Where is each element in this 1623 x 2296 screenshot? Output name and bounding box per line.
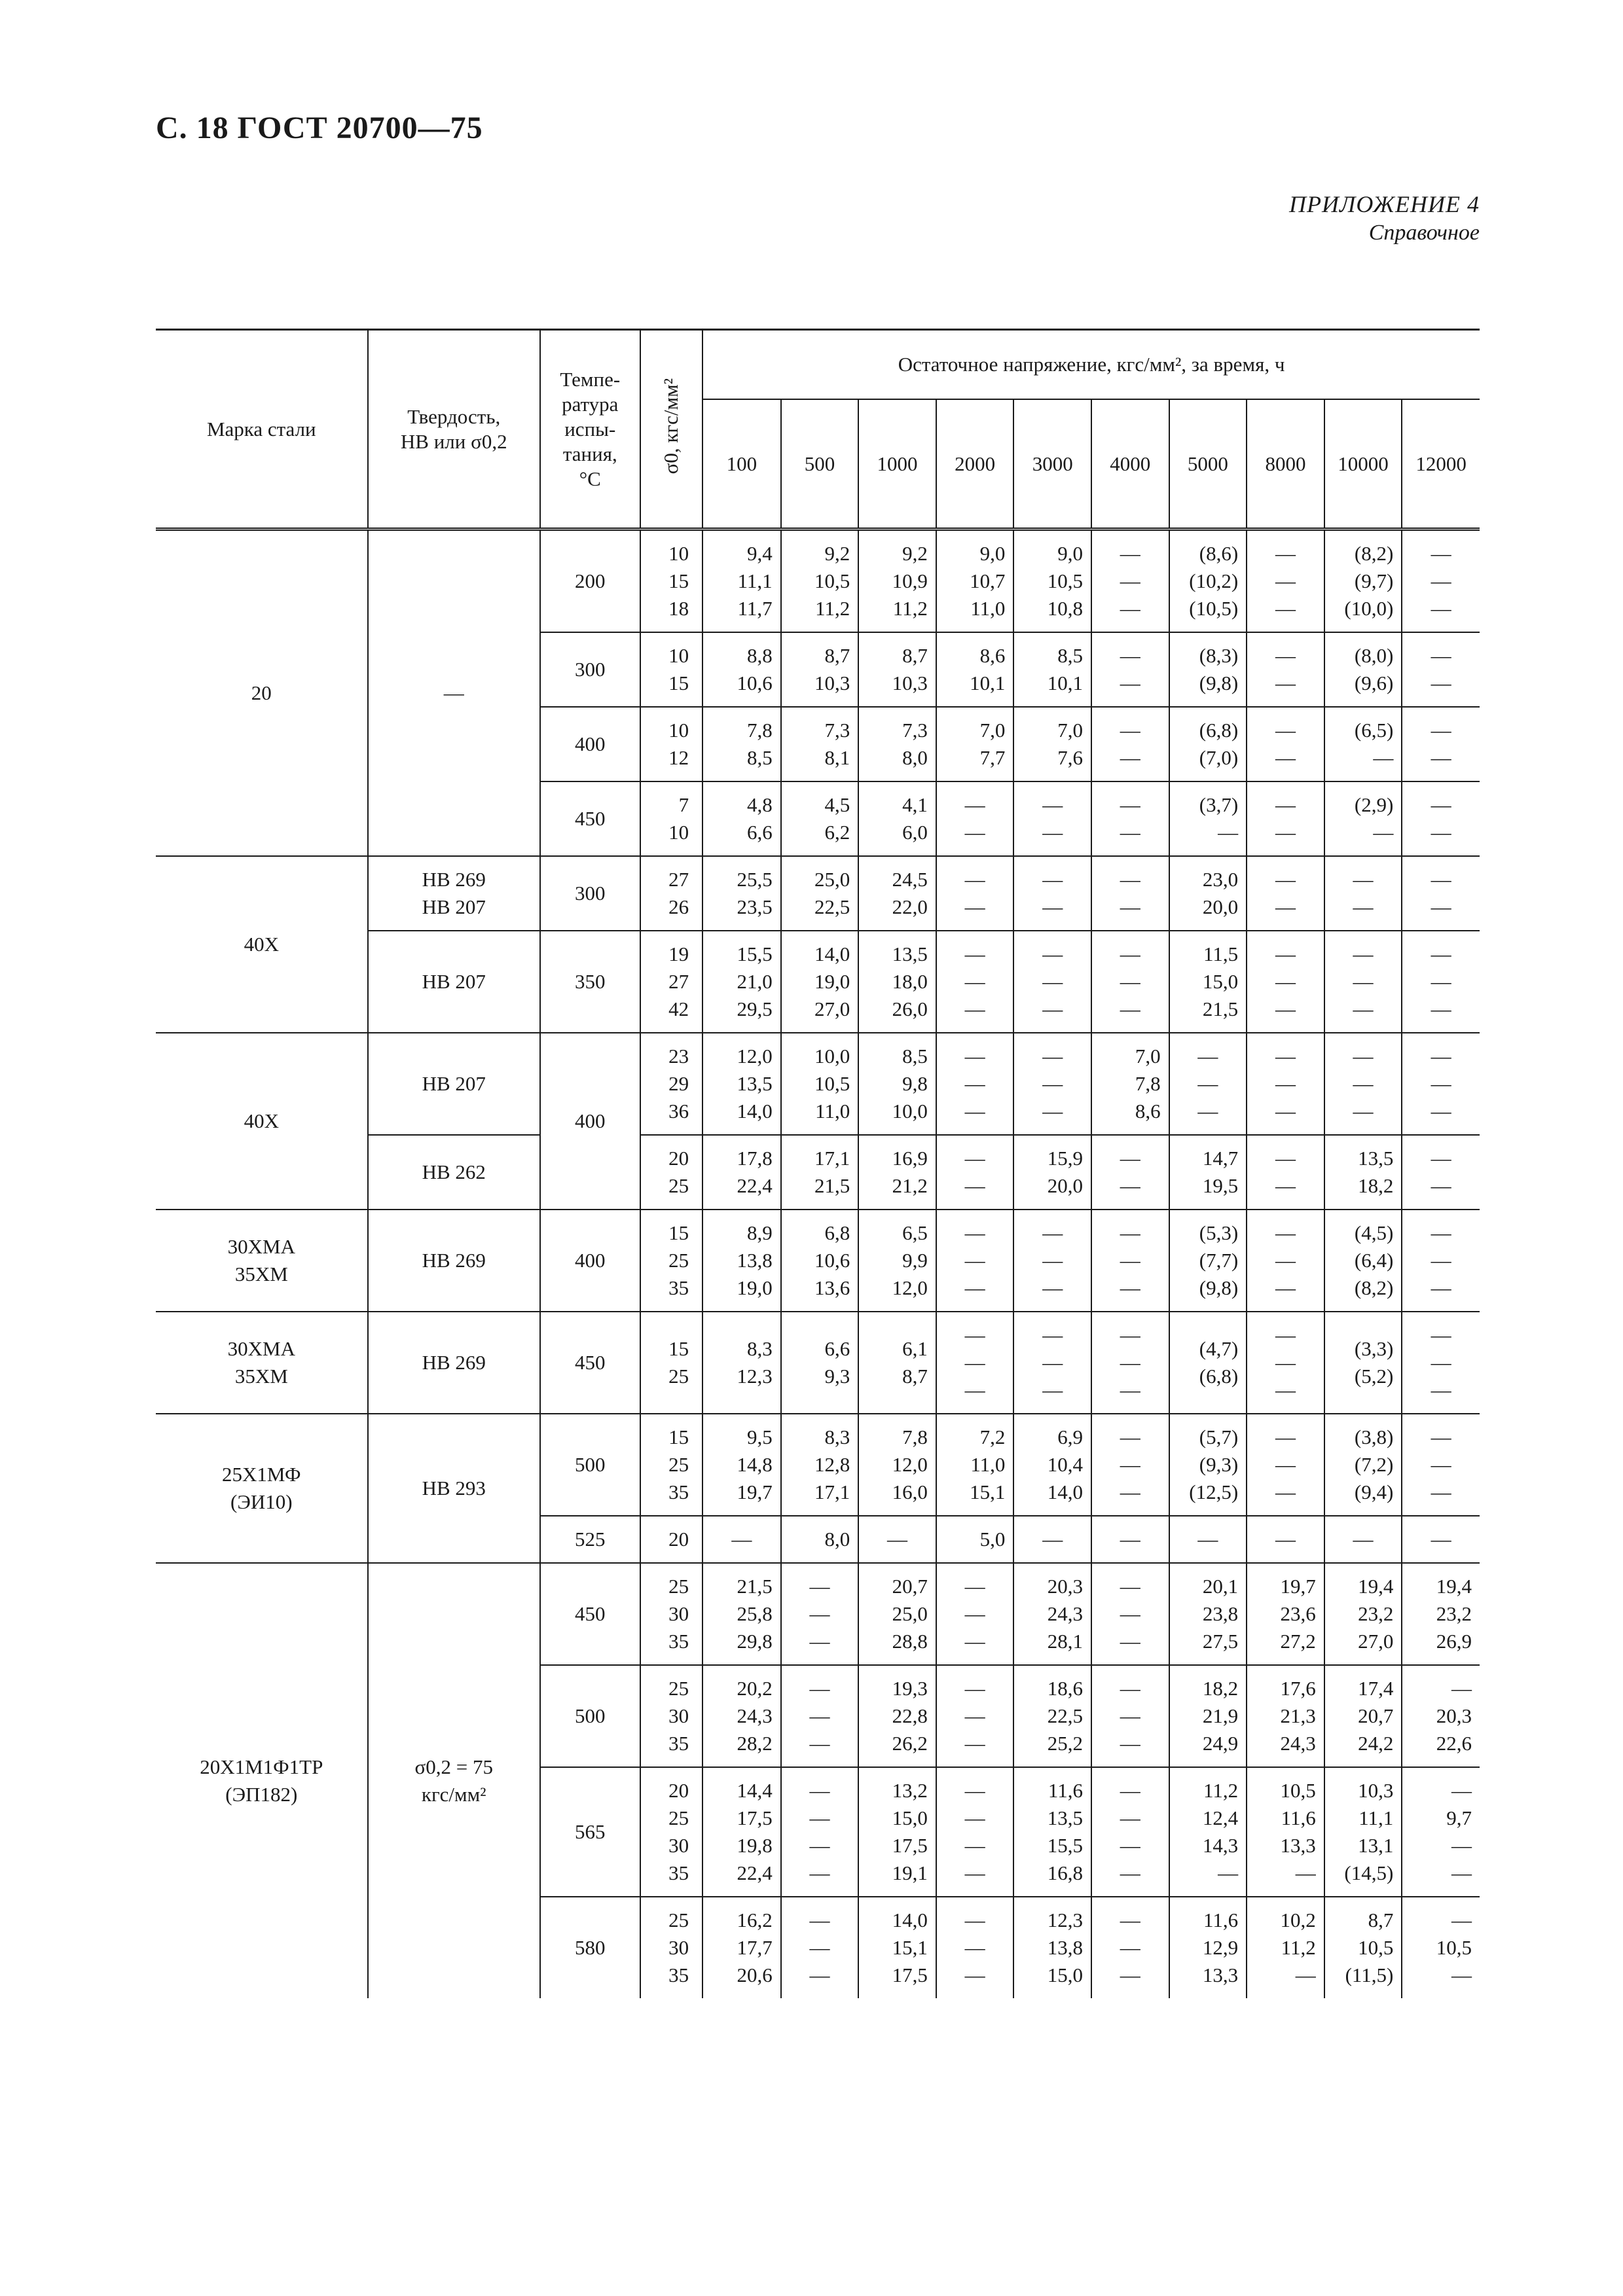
- stress-value-cell: — — —: [1091, 1210, 1169, 1312]
- stress-value-cell: —: [858, 1516, 936, 1563]
- header-time-10000: 10000: [1324, 399, 1402, 529]
- stress-value-cell: 8,3 12,8 17,1: [781, 1414, 859, 1516]
- stress-value-cell: — — —: [1402, 529, 1480, 633]
- stress-value-cell: — —: [1091, 707, 1169, 781]
- stress-value-cell: — —: [1091, 1135, 1169, 1210]
- stress-value-cell: 7,8 12,0 16,0: [858, 1414, 936, 1516]
- stress-value-cell: — —: [1091, 856, 1169, 931]
- stress-value-cell: 20,7 25,0 28,8: [858, 1563, 936, 1665]
- stress-value-cell: — — —: [1402, 1033, 1480, 1135]
- stress-value-cell: 8,5 10,1: [1013, 632, 1091, 707]
- stress-value-cell: 23,0 20,0: [1169, 856, 1247, 931]
- temperature-cell: 350: [540, 931, 640, 1033]
- stress-value-cell: 11,2 12,4 14,3 —: [1169, 1767, 1247, 1897]
- temperature-cell: 580: [540, 1897, 640, 1998]
- stress-value-cell: — —: [1247, 707, 1324, 781]
- stress-value-cell: 9,2 10,5 11,2: [781, 529, 859, 633]
- stress-value-cell: — — —: [1013, 931, 1091, 1033]
- stress-value-cell: — — — —: [936, 1767, 1014, 1897]
- steel-grade-cell: 40Х: [156, 856, 368, 1033]
- stress-value-cell: — —: [936, 1135, 1014, 1210]
- stress-value-cell: 16,2 17,7 20,6: [702, 1897, 781, 1998]
- stress-value-cell: — — —: [1247, 1210, 1324, 1312]
- stress-value-cell: — — — —: [1091, 1767, 1169, 1897]
- stress-value-cell: 8,0: [781, 1516, 859, 1563]
- stress-value-cell: (8,3) (9,8): [1169, 632, 1247, 707]
- header-time-1000: 1000: [858, 399, 936, 529]
- sigma0-cell: 15 25 35: [640, 1210, 702, 1312]
- stress-value-cell: 25,0 22,5: [781, 856, 859, 931]
- stress-value-cell: 6,5 9,9 12,0: [858, 1210, 936, 1312]
- stress-value-cell: (3,7) —: [1169, 781, 1247, 856]
- stress-value-cell: — —: [1247, 781, 1324, 856]
- stress-value-cell: — — —: [1091, 529, 1169, 633]
- stress-value-cell: (6,5) —: [1324, 707, 1402, 781]
- stress-value-cell: 14,7 19,5: [1169, 1135, 1247, 1210]
- stress-value-cell: — — —: [1247, 1414, 1324, 1516]
- hardness-cell: НВ 207: [368, 1033, 540, 1135]
- stress-value-cell: — — —: [781, 1665, 859, 1767]
- steel-grade-cell: 25Х1МФ (ЭИ10): [156, 1414, 368, 1563]
- stress-value-cell: 25,5 23,5: [702, 856, 781, 931]
- stress-value-cell: —: [1013, 1516, 1091, 1563]
- stress-value-cell: — — —: [1091, 1897, 1169, 1998]
- sigma0-cell: 20 25: [640, 1135, 702, 1210]
- steel-grade-cell: 30ХМА 35ХМ: [156, 1210, 368, 1312]
- stress-value-cell: — —: [1402, 1135, 1480, 1210]
- header-time-4000: 4000: [1091, 399, 1169, 529]
- stress-value-cell: 7,0 7,8 8,6: [1091, 1033, 1169, 1135]
- stress-value-cell: — — —: [936, 1563, 1014, 1665]
- page-header: С. 18 ГОСТ 20700—75: [156, 111, 483, 145]
- header-time-2000: 2000: [936, 399, 1014, 529]
- stress-value-cell: — — —: [1091, 931, 1169, 1033]
- stress-value-cell: — — —: [1091, 1665, 1169, 1767]
- stress-value-cell: 16,9 21,2: [858, 1135, 936, 1210]
- stress-value-cell: — — —: [1091, 1414, 1169, 1516]
- stress-value-cell: 20,2 24,3 28,2: [702, 1665, 781, 1767]
- stress-value-cell: — — —: [1013, 1033, 1091, 1135]
- stress-value-cell: — —: [936, 856, 1014, 931]
- stress-value-cell: 8,7 10,3: [781, 632, 859, 707]
- sigma0-cell: 23 29 36: [640, 1033, 702, 1135]
- stress-value-cell: — — —: [1402, 1210, 1480, 1312]
- stress-value-cell: 9,4 11,1 11,7: [702, 529, 781, 633]
- header-residual-stress: Остаточное напряжение, кгс/мм², за время, ч: [702, 330, 1480, 400]
- sigma0-cell: 15 25: [640, 1312, 702, 1414]
- stress-value-cell: — —: [1402, 856, 1480, 931]
- stress-value-cell: 8,8 10,6: [702, 632, 781, 707]
- stress-value-cell: 14,4 17,5 19,8 22,4: [702, 1767, 781, 1897]
- stress-value-cell: — — —: [1013, 1210, 1091, 1312]
- stress-value-cell: (3,8) (7,2) (9,4): [1324, 1414, 1402, 1516]
- stress-value-cell: 19,7 23,6 27,2: [1247, 1563, 1324, 1665]
- stress-value-cell: (8,2) (9,7) (10,0): [1324, 529, 1402, 633]
- stress-value-cell: 7,0 7,7: [936, 707, 1014, 781]
- stress-value-cell: 18,2 21,9 24,9: [1169, 1665, 1247, 1767]
- temperature-cell: 400: [540, 1210, 640, 1312]
- stress-value-cell: — — —: [1324, 931, 1402, 1033]
- stress-value-cell: 11,6 13,5 15,5 16,8: [1013, 1767, 1091, 1897]
- stress-value-cell: (5,3) (7,7) (9,8): [1169, 1210, 1247, 1312]
- stress-value-cell: 9,2 10,9 11,2: [858, 529, 936, 633]
- sigma0-cell: 20 25 30 35: [640, 1767, 702, 1897]
- stress-value-cell: 19,4 23,2 27,0: [1324, 1563, 1402, 1665]
- stress-value-cell: 19,4 23,2 26,9: [1402, 1563, 1480, 1665]
- temperature-cell: 400: [540, 1033, 640, 1210]
- steel-grade-cell: 40Х: [156, 1033, 368, 1210]
- stress-value-cell: — —: [1402, 707, 1480, 781]
- stress-value-cell: 9,0 10,7 11,0: [936, 529, 1014, 633]
- stress-value-cell: 10,0 10,5 11,0: [781, 1033, 859, 1135]
- stress-value-cell: 9,5 14,8 19,7: [702, 1414, 781, 1516]
- header-time-3000: 3000: [1013, 399, 1091, 529]
- stress-value-cell: —: [1091, 1516, 1169, 1563]
- stress-value-cell: 6,6 9,3: [781, 1312, 859, 1414]
- stress-value-cell: 12,0 13,5 14,0: [702, 1033, 781, 1135]
- stress-value-cell: 7,3 8,1: [781, 707, 859, 781]
- sigma0-cell: 27 26: [640, 856, 702, 931]
- stress-value-cell: — — —: [1013, 1312, 1091, 1414]
- temperature-cell: 300: [540, 632, 640, 707]
- stress-value-cell: — — —: [1247, 1312, 1324, 1414]
- stress-value-cell: (5,7) (9,3) (12,5): [1169, 1414, 1247, 1516]
- sigma0-cell: 25 30 35: [640, 1897, 702, 1998]
- stress-value-cell: 14,0 19,0 27,0: [781, 931, 859, 1033]
- stress-value-cell: — 9,7 — —: [1402, 1767, 1480, 1897]
- stress-value-cell: —: [1247, 1516, 1324, 1563]
- stress-value-cell: — —: [1324, 856, 1402, 931]
- stress-value-cell: 11,5 15,0 21,5: [1169, 931, 1247, 1033]
- table-row: [156, 856, 1480, 931]
- residual-stress-table: [156, 329, 1480, 1998]
- stress-value-cell: — —: [1091, 781, 1169, 856]
- stress-value-cell: 24,5 22,0: [858, 856, 936, 931]
- table-row: [156, 529, 1480, 633]
- header-time-5000: 5000: [1169, 399, 1247, 529]
- hardness-cell: НВ 269 НВ 207: [368, 856, 540, 931]
- stress-value-cell: 20,3 24,3 28,1: [1013, 1563, 1091, 1665]
- stress-value-cell: — —: [1091, 632, 1169, 707]
- stress-value-cell: 15,9 20,0: [1013, 1135, 1091, 1210]
- sigma0-cell: 20: [640, 1516, 702, 1563]
- hardness-cell: НВ 269: [368, 1312, 540, 1414]
- stress-value-cell: — — —: [936, 1210, 1014, 1312]
- stress-value-cell: 11,6 12,9 13,3: [1169, 1897, 1247, 1998]
- stress-value-cell: 9,0 10,5 10,8: [1013, 529, 1091, 633]
- sigma0-cell: 7 10: [640, 781, 702, 856]
- header-time-12000: 12000: [1402, 399, 1480, 529]
- stress-value-cell: 10,2 11,2 —: [1247, 1897, 1324, 1998]
- stress-value-cell: — — —: [1091, 1312, 1169, 1414]
- stress-value-cell: (8,0) (9,6): [1324, 632, 1402, 707]
- stress-value-cell: —: [702, 1516, 781, 1563]
- stress-value-cell: 17,4 20,7 24,2: [1324, 1665, 1402, 1767]
- steel-grade-cell: 30ХМА 35ХМ: [156, 1312, 368, 1414]
- stress-value-cell: — —: [936, 781, 1014, 856]
- stress-value-cell: — — —: [936, 1897, 1014, 1998]
- stress-value-cell: 12,3 13,8 15,0: [1013, 1897, 1091, 1998]
- header-grade: Марка стали: [156, 330, 368, 529]
- stress-value-cell: 10,5 11,6 13,3 —: [1247, 1767, 1324, 1897]
- stress-value-cell: —: [1324, 1516, 1402, 1563]
- stress-value-cell: — — —: [1247, 1033, 1324, 1135]
- temperature-cell: 450: [540, 781, 640, 856]
- stress-value-cell: 7,8 8,5: [702, 707, 781, 781]
- stress-value-cell: — — —: [781, 1897, 859, 1998]
- stress-value-cell: 5,0: [936, 1516, 1014, 1563]
- stress-value-cell: — —: [1013, 856, 1091, 931]
- stress-value-cell: — — —: [1091, 1563, 1169, 1665]
- stress-value-cell: — 20,3 22,6: [1402, 1665, 1480, 1767]
- stress-value-cell: —: [1169, 1516, 1247, 1563]
- stress-value-cell: 8,3 12,3: [702, 1312, 781, 1414]
- stress-value-cell: — —: [1247, 1135, 1324, 1210]
- stress-value-cell: 17,1 21,5: [781, 1135, 859, 1210]
- temperature-cell: 300: [540, 856, 640, 931]
- stress-value-cell: — — —: [1402, 1414, 1480, 1516]
- steel-grade-cell: 20Х1М1Ф1ТР (ЭП182): [156, 1563, 368, 1998]
- table-row: [156, 1563, 1480, 1665]
- sigma0-cell: 25 30 35: [640, 1563, 702, 1665]
- appendix-block: [1289, 190, 1480, 247]
- temperature-cell: 400: [540, 707, 640, 781]
- temperature-cell: 200: [540, 529, 640, 633]
- table-body: [156, 529, 1480, 1999]
- stress-value-cell: — — —: [936, 931, 1014, 1033]
- stress-value-cell: 8,7 10,3: [858, 632, 936, 707]
- temperature-cell: 450: [540, 1312, 640, 1414]
- stress-value-cell: —: [1402, 1516, 1480, 1563]
- sigma0-cell: 19 27 42: [640, 931, 702, 1033]
- stress-value-cell: — — —: [781, 1563, 859, 1665]
- hardness-cell: σ0,2 = 75 кгс/мм²: [368, 1563, 540, 1998]
- stress-value-cell: — — — —: [781, 1767, 859, 1897]
- stress-value-cell: 7,0 7,6: [1013, 707, 1091, 781]
- stress-value-cell: — — —: [1324, 1033, 1402, 1135]
- stress-value-cell: — —: [1013, 781, 1091, 856]
- stress-value-cell: — —: [1247, 632, 1324, 707]
- stress-value-cell: — —: [1247, 856, 1324, 931]
- stress-value-cell: 18,6 22,5 25,2: [1013, 1665, 1091, 1767]
- stress-value-cell: 10,3 11,1 13,1 (14,5): [1324, 1767, 1402, 1897]
- header-time-100: 100: [702, 399, 781, 529]
- stress-value-cell: (8,6) (10,2) (10,5): [1169, 529, 1247, 633]
- stress-value-cell: 20,1 23,8 27,5: [1169, 1563, 1247, 1665]
- stress-value-cell: 13,5 18,2: [1324, 1135, 1402, 1210]
- stress-value-cell: 4,5 6,2: [781, 781, 859, 856]
- table-row: [156, 1312, 1480, 1414]
- header-sigma0-label: σ0, кгс/мм²: [659, 378, 683, 475]
- stress-value-cell: 8,9 13,8 19,0: [702, 1210, 781, 1312]
- temperature-cell: 500: [540, 1665, 640, 1767]
- stress-value-cell: — — —: [1402, 931, 1480, 1033]
- stress-value-cell: — — —: [936, 1033, 1014, 1135]
- appendix-subtitle: Справочное: [1368, 221, 1480, 245]
- stress-value-cell: 17,6 21,3 24,3: [1247, 1665, 1324, 1767]
- header-hardness: Твердость, НВ или σ0,2: [368, 330, 540, 529]
- sigma0-cell: 10 12: [640, 707, 702, 781]
- stress-value-cell: 7,3 8,0: [858, 707, 936, 781]
- temperature-cell: 450: [540, 1563, 640, 1665]
- appendix-title: ПРИЛОЖЕНИЕ 4: [1289, 191, 1480, 217]
- stress-value-cell: 8,6 10,1: [936, 632, 1014, 707]
- stress-value-cell: 4,8 6,6: [702, 781, 781, 856]
- table-row: [156, 1033, 1480, 1135]
- stress-value-cell: 6,8 10,6 13,6: [781, 1210, 859, 1312]
- stress-value-cell: 8,7 10,5 (11,5): [1324, 1897, 1402, 1998]
- stress-value-cell: 8,5 9,8 10,0: [858, 1033, 936, 1135]
- steel-grade-cell: 20: [156, 529, 368, 857]
- hardness-cell: —: [368, 529, 540, 857]
- hardness-cell: НВ 293: [368, 1414, 540, 1563]
- stress-value-cell: 6,9 10,4 14,0: [1013, 1414, 1091, 1516]
- stress-value-cell: 13,5 18,0 26,0: [858, 931, 936, 1033]
- stress-value-cell: 7,2 11,0 15,1: [936, 1414, 1014, 1516]
- header-sigma0: [640, 330, 702, 529]
- stress-value-cell: — —: [1402, 632, 1480, 707]
- stress-value-cell: — — —: [1247, 931, 1324, 1033]
- stress-value-cell: — — —: [936, 1312, 1014, 1414]
- stress-value-cell: 21,5 25,8 29,8: [702, 1563, 781, 1665]
- temperature-cell: 565: [540, 1767, 640, 1897]
- table-row: [156, 1414, 1480, 1516]
- stress-value-cell: — —: [1402, 781, 1480, 856]
- stress-value-cell: — — —: [1169, 1033, 1247, 1135]
- header-time-500: 500: [781, 399, 859, 529]
- stress-value-cell: — — —: [1247, 529, 1324, 633]
- stress-value-cell: 17,8 22,4: [702, 1135, 781, 1210]
- stress-value-cell: 6,1 8,7: [858, 1312, 936, 1414]
- header-temperature: Темпе- ратура испы- тания, °С: [540, 330, 640, 529]
- sigma0-cell: 15 25 35: [640, 1414, 702, 1516]
- stress-value-cell: — — —: [1402, 1312, 1480, 1414]
- sigma0-cell: 25 30 35: [640, 1665, 702, 1767]
- header-time-8000: 8000: [1247, 399, 1324, 529]
- stress-value-cell: (3,3) (5,2): [1324, 1312, 1402, 1414]
- stress-value-cell: — — —: [936, 1665, 1014, 1767]
- stress-value-cell: (4,5) (6,4) (8,2): [1324, 1210, 1402, 1312]
- hardness-cell: НВ 269: [368, 1210, 540, 1312]
- temperature-cell: 525: [540, 1516, 640, 1563]
- stress-value-cell: 15,5 21,0 29,5: [702, 931, 781, 1033]
- stress-value-cell: 19,3 22,8 26,2: [858, 1665, 936, 1767]
- stress-value-cell: 4,1 6,0: [858, 781, 936, 856]
- stress-value-cell: (4,7) (6,8): [1169, 1312, 1247, 1414]
- temperature-cell: 500: [540, 1414, 640, 1516]
- sigma0-cell: 10 15: [640, 632, 702, 707]
- hardness-cell: НВ 207: [368, 931, 540, 1033]
- stress-value-cell: (6,8) (7,0): [1169, 707, 1247, 781]
- table-row: [156, 1210, 1480, 1312]
- stress-value-cell: 14,0 15,1 17,5: [858, 1897, 936, 1998]
- hardness-cell: НВ 262: [368, 1135, 540, 1210]
- stress-value-cell: 13,2 15,0 17,5 19,1: [858, 1767, 936, 1897]
- stress-value-cell: — 10,5 —: [1402, 1897, 1480, 1998]
- sigma0-cell: 10 15 18: [640, 529, 702, 633]
- stress-value-cell: (2,9) —: [1324, 781, 1402, 856]
